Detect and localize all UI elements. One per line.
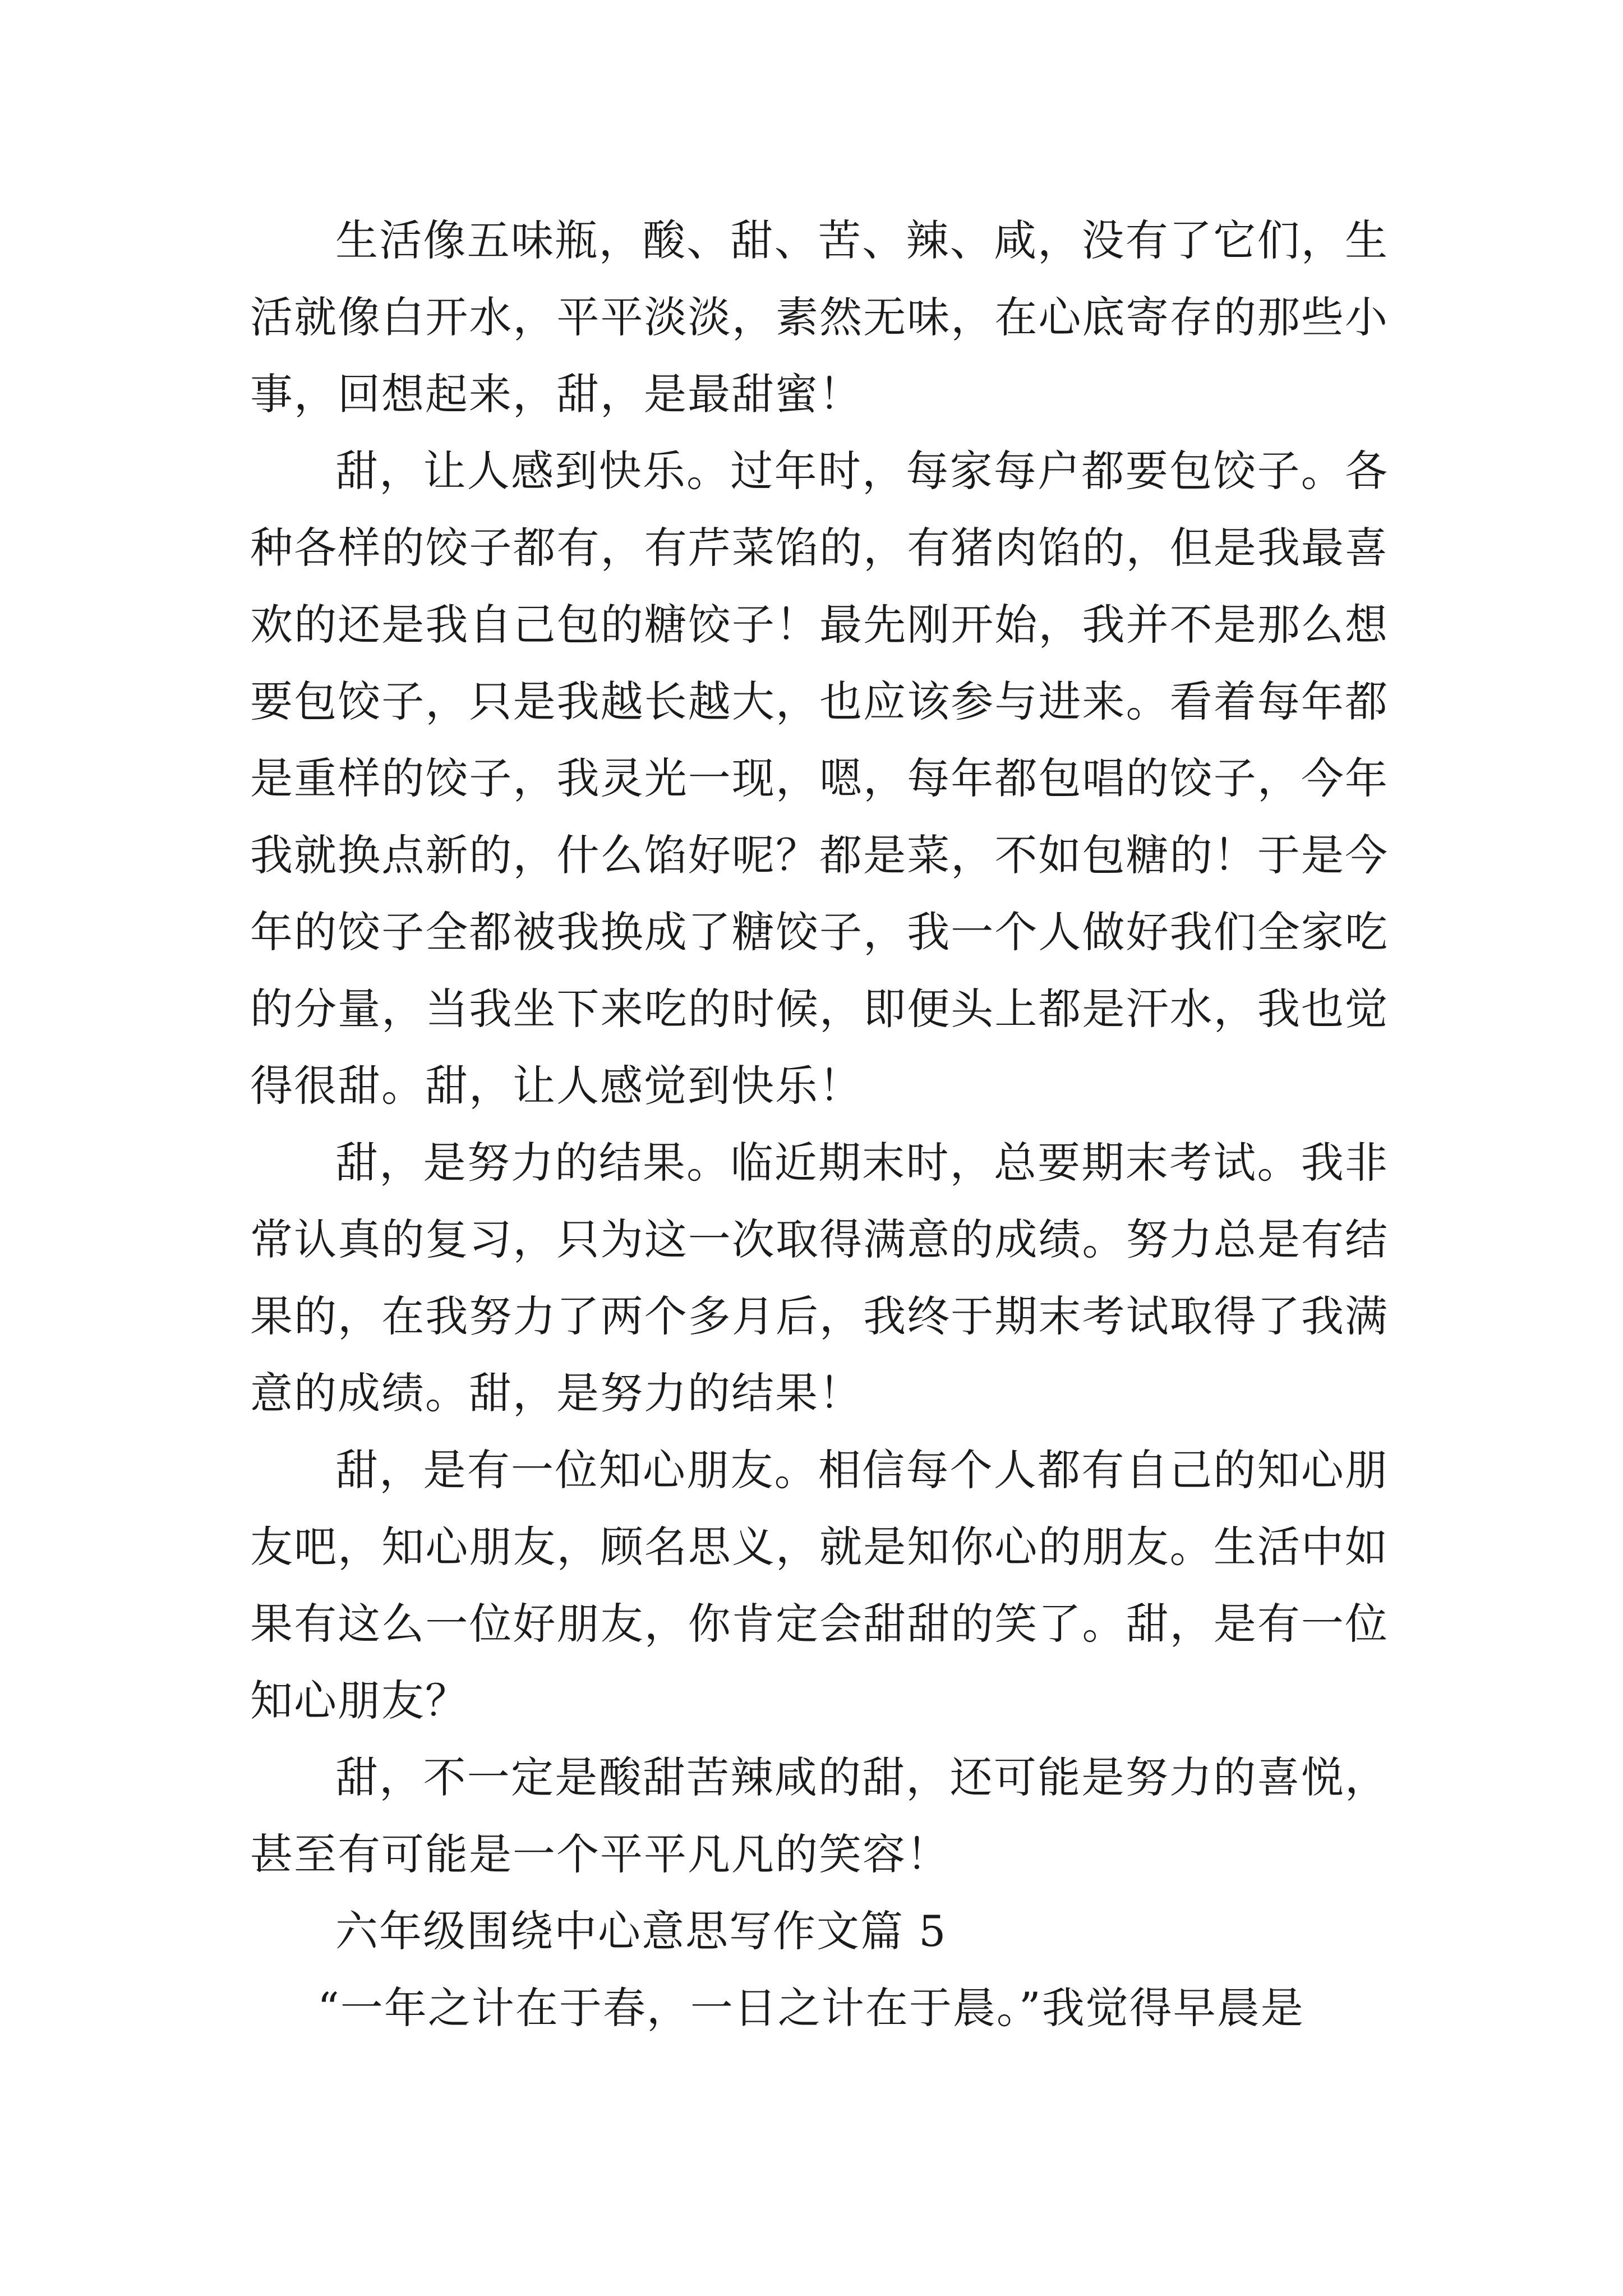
section-heading: 六年级围绕中心意思写作文篇 5 (335, 1906, 947, 1956)
document-body (250, 202, 1389, 2046)
paragraph-happiness: 甜，让人感到快乐。过年时，每家每户都要包饺子。各种各样的饺子都有，有芹菜馅的，有猪肉馅的，但是我最喜欢的还是我自己包的糖饺子！最先刚开始，我并不是那么想要包饺子，只是我越长越大，也应该参与进来。看着每年都是重样的饺子，我灵光一现，嗯，每年都包唱的饺子，今年我就换点新的，什么馅好呢？都是菜，不如包糖的！于是今年的饺子全都被我换成了糖饺子，我一个人做好我们全家吃的分量，当我坐下来吃的时候，即便头上都是汗水，我也觉得很甜。甜，让人感觉到快乐！ (250, 446, 1389, 1111)
paragraph-friend: 甜，是有一位知心朋友。相信每个人都有自己的知心朋友吧，知心朋友，顾名思义，就是知你心的朋友。生活中如果有这么一位好朋友，你肯定会甜甜的笑了。甜，是有一位知心朋友？ (250, 1445, 1389, 1726)
paragraph-effort: 甜，是努力的结果。临近期末时，总要期末考试。我非常认真的复习，只为这一次取得满意的成绩。努力总是有结果的，在我努力了两个多月后，我终于期末考试取得了我满意的成绩。甜，是努力的结果！ (250, 1138, 1389, 1418)
paragraph-quote-start: “一年之计在于春，一日之计在于晨。”我觉得早晨是 (317, 1983, 1304, 2033)
paragraph-conclusion: 甜，不一定是酸甜苦辣咸的甜，还可能是努力的喜悦，甚至有可能是一个平平凡凡的笑容！ (250, 1752, 1389, 1879)
paragraph-intro: 生活像五味瓶，酸、甜、苦、辣、咸，没有了它们，生活就像白开水，平平淡淡，素然无味，在心底寄存的那些小事，回想起来，甜，是最甜蜜！ (250, 215, 1389, 419)
